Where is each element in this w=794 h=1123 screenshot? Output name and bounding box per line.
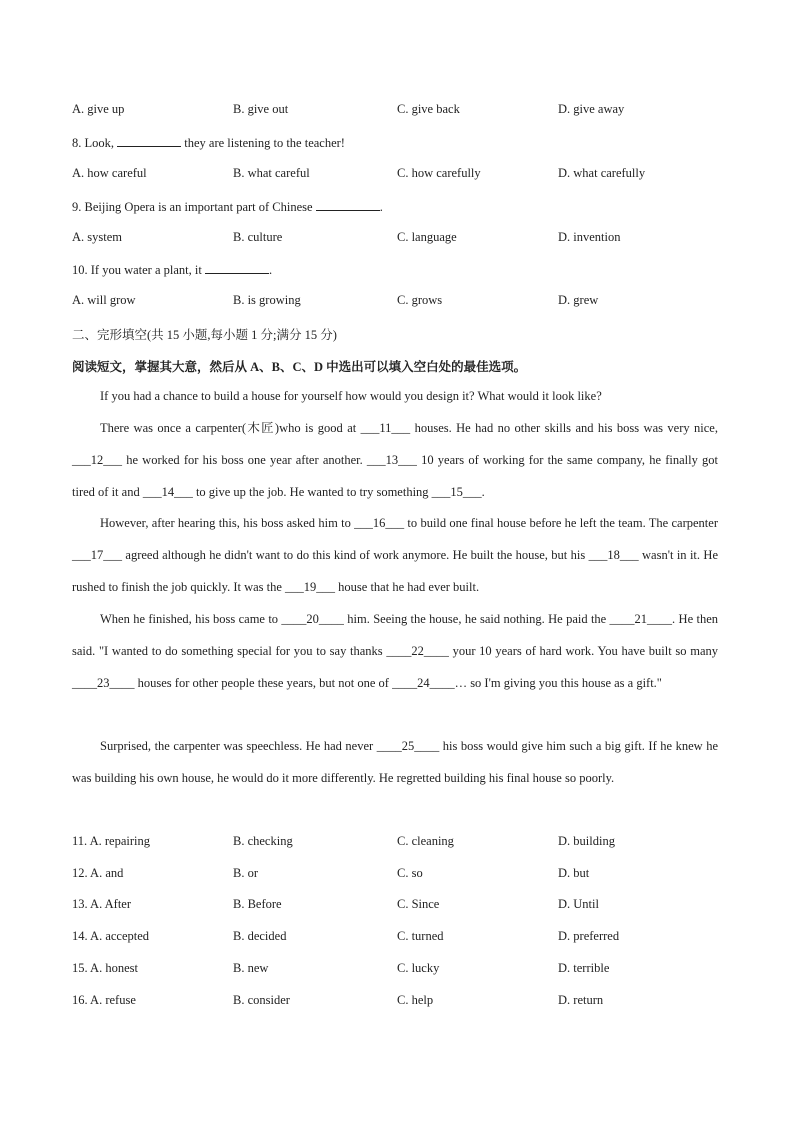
question-8-text-before: 8. Look, (72, 136, 118, 150)
option-b: B. checking (233, 834, 293, 848)
option-b: B. is growing (233, 293, 301, 307)
passage-paragraph-1: If you had a chance to build a house for yourself how would you design it? What would it look like? (100, 389, 602, 403)
question-9-text-after: . (379, 200, 383, 214)
option-c: C. turned (397, 929, 444, 943)
option-c: C. help (397, 993, 434, 1007)
option-d: D. building (558, 834, 615, 848)
option-a: 11. A. repairing (72, 834, 150, 848)
answer-blank (316, 198, 380, 211)
option-b: B. consider (233, 993, 290, 1007)
question-9 (72, 198, 383, 215)
option-a: A. will grow (72, 293, 136, 307)
question-9-text-before: 9. Beijing Opera is an important part of Chinese (72, 200, 316, 214)
option-c: C. give back (397, 102, 460, 116)
option-b: B. give out (233, 102, 289, 116)
passage-paragraph-5: Surprised, the carpenter was speechless. He had never ____25____ his boss would give him such a big gift. If he knew he was building his own house, he would do it more differently. He regretted building his final house so poorly. (72, 739, 718, 785)
option-a: 13. A. After (72, 897, 132, 911)
option-d: D. grew (558, 293, 599, 307)
option-a: 12. A. and (72, 866, 124, 880)
question-10-text-before: 10. If you water a plant, it (72, 263, 205, 277)
option-d: D. return (558, 993, 604, 1007)
option-c: C. so (397, 866, 423, 880)
option-a: 15. A. honest (72, 961, 138, 975)
passage-paragraph-4: When he finished, his boss came to ____20____ him. Seeing the house, he said nothing. He paid the ____21____. He then said. "I wanted to do something special for you to say thanks ____22____ your 10 years of hard work. You have built so many ____23____ houses for other people these years, but not one of ____24____… so I'm giving you this house as a gift." (72, 612, 718, 690)
option-b: B. new (233, 961, 269, 975)
option-c: C. cleaning (397, 834, 454, 848)
option-b: B. Before (233, 897, 282, 911)
question-10-text-after: . (268, 263, 273, 277)
section-instruction: 阅读短文，掌握其大意，然后从 A、B、C、D 中选出可以填入空白处的最佳选项。 (72, 360, 527, 374)
option-a: A. give up (72, 102, 125, 116)
option-d: D. preferred (558, 929, 620, 943)
passage-paragraph-3: However, after hearing this, his boss asked him to ___16___ to build one final house before he left the team. The carpenter ___17___ agreed although he didn't want to do this kind of work anymore. He built the house, but his ___18___ wasn't in it. He rushed to finish the job quickly. It was the ___19___ house that he had ever built. (72, 516, 718, 594)
option-d: D. give away (558, 102, 625, 116)
option-a: A. system (72, 230, 122, 244)
option-d: D. but (558, 866, 590, 880)
option-b: B. or (233, 866, 258, 880)
option-c: C. Since (397, 897, 440, 911)
option-c: C. language (397, 230, 457, 244)
passage-paragraph-2: There was once a carpenter(木匠)who is good at ___11___ houses. He had no other skills and his boss was very nice, ___12___ he worked for his boss one year after another. ___13___ 10 years of working for the same company, he finally got tired of it and ___14___ to give up the job. He wanted to try something ___15___. (72, 421, 718, 499)
option-c: C. how carefully (397, 166, 481, 180)
option-b: B. decided (233, 929, 287, 943)
option-d: D. Until (558, 897, 599, 911)
option-a: 16. A. refuse (72, 993, 136, 1007)
option-c: C. grows (397, 293, 443, 307)
option-d: D. what carefully (558, 166, 646, 180)
option-b: B. what careful (233, 166, 310, 180)
question-8-text-after: they are listening to the teacher! (181, 136, 345, 150)
question-10 (72, 261, 272, 278)
answer-blank (117, 134, 181, 147)
option-d: D. invention (558, 230, 621, 244)
question-8 (72, 134, 345, 151)
answer-blank (205, 261, 269, 274)
option-d: D. terrible (558, 961, 610, 975)
option-c: C. lucky (397, 961, 440, 975)
option-a: 14. A. accepted (72, 929, 150, 943)
option-b: B. culture (233, 230, 283, 244)
section-title: 二、完形填空(共 15 小题,每小题 1 分;满分 15 分) (72, 328, 337, 342)
option-a: A. how careful (72, 166, 147, 180)
